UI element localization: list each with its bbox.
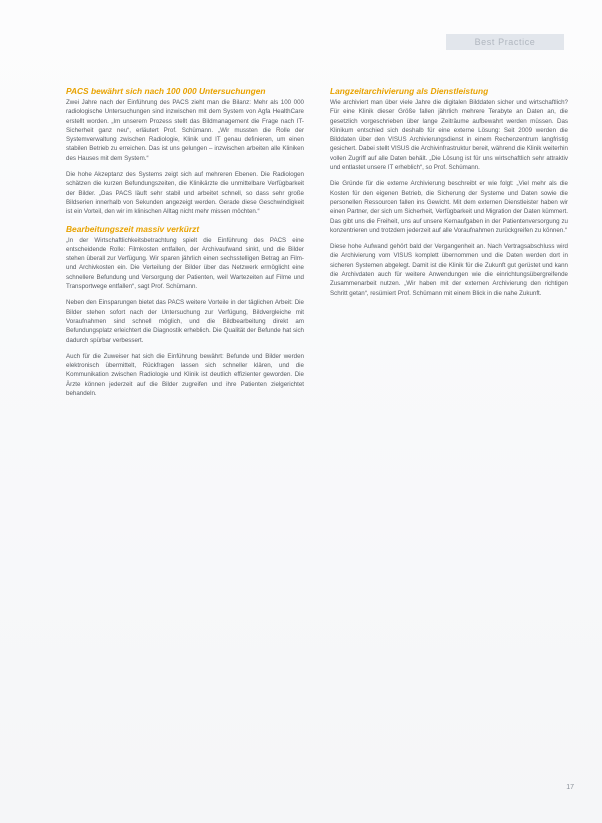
right-column <box>330 86 568 305</box>
left-column <box>66 86 304 405</box>
page-number: 17 <box>566 784 574 791</box>
paragraph: Auch für die Zuweiser hat sich die Einführung bewährt: Befunde und Bilder werden elektronisch übermittelt, Rückfragen lassen sich schneller klären, und die Kommunikation zwischen Radiologie und Klinik ist deutlich effizienter geworden. Die Ärzte können jederzeit auf die Bilder zugreifen und ihre Patienten zielgerichtet behandeln. <box>66 352 304 398</box>
paragraph: Neben den Einsparungen bietet das PACS weitere Vorteile in der täglichen Arbeit: Die Bilder stehen sofort nach der Untersuchung zur Verfügung, Bildvergleiche mit Voraufnahmen sind schnell möglich, und die Bildbearbeitung direkt am Befundungsplatz erleichtert die Diagnostik erheblich. Die Qualität der Befunde hat sich dadurch spürbar verbessert. <box>66 299 304 344</box>
paragraph: „In der Wirtschaftlichkeitsbetrachtung spielt die Einführung des PACS eine entscheidende Rolle: Filmkosten entfallen, der Archivaufwand sinkt, und die Bilder stehen überall zur Verfügung. Wir sparen jährlich einen sechsstelligen Betrag an Film- und Archivkosten ein. Die Verteilung der Bilder über das Netzwerk ermöglicht eine schnellere Befundung und Versorgung der Patienten, weil Wartezeiten auf Filme und Transportwege entfallen“, sagt Prof. Schümann. <box>66 236 304 291</box>
paragraph: Die hohe Akzeptanz des Systems zeigt sich auf mehreren Ebenen. Die Radiologen schätzen die kurzen Befundungszeiten, die Klinikärzte die unmittelbare Verfügbarkeit der Bilder. „Das PACS läuft sehr stabil und arbeitet schnell, so dass sehr große Bildserien innerhalb von Sekunden angezeigt werden. Gerade diese Geschwindigkeit ist ein Vorteil, den wir im klinischen Alltag nicht mehr missen möchten.“ <box>66 171 304 216</box>
heading-pacs: PACS bewährt sich nach 100 000 Untersuchungen <box>66 86 266 96</box>
paragraph: Zwei Jahre nach der Einführung des PACS zieht man die Bilanz: Mehr als 100 000 radiologische Untersuchungen sind inzwischen mit dem System von Agfa HealthCare erstellt worden. „Im unserem Prozess stellt das Bildmanagement die Frage nach IT-Sicherheit ganz neu“, erläutert Prof. Schümann. „Wir mussten die Rolle der Systemverwaltung zwischen Radiologie, Klinik und IT genau definieren, um einen stabilen Betrieb zu erreichen. Das ist uns gelungen – inzwischen arbeiten alle Kliniken des Hauses mit dem System.“ <box>66 99 304 162</box>
paragraph: Wie archiviert man über viele Jahre die digitalen Bilddaten sicher und wirtschaftlich? Für eine Klinik dieser Größe fallen jährlich mehrere Terabyte an Daten an, die gesetzlich vorgeschrieben über lange Zeiträume aufbewahrt werden müssen. Das Klinikum entschied sich deshalb für eine externe Lösung: Seit 2009 werden die Bilddaten über den VISUS Archivierungsdienst in einem Rechenzentrum langfristig gesichert. Dabei stellt VISUS die Archivinfrastruktur bereit, während die Klinik weiterhin vollen Zugriff auf alle Daten behält. „Die Lösung ist für uns wirtschaftlich sehr attraktiv und entlastet unsere IT erheblich“, so Prof. Schümann. <box>330 99 568 172</box>
section-tag: Best Practice <box>446 34 564 50</box>
paragraph: Diese hohe Aufwand gehört bald der Vergangenheit an. Nach Vertragsabschluss wird die Archivierung vom VISUS komplett übernommen und die Daten werden dort in sicheren Systemen abgelegt. Damit ist die Klinik für die Zukunft gut gerüstet und kann die Archivdaten auch für weitere Anwendungen wie die einrichtungsübergreifende Zusammenarbeit nutzen. „Wir haben mit der externen Archivierung den richtigen Schritt getan“, resümiert Prof. Schümann mit einem Blick in die nahe Zukunft. <box>330 243 568 297</box>
heading-langzeitarchivierung: Langzeitarchivierung als Dienstleistung <box>330 86 489 96</box>
heading-bearbeitungszeit: Bearbeitungszeit massiv verkürzt <box>66 223 200 234</box>
paragraph: Die Gründe für die externe Archivierung beschreibt er wie folgt: „Viel mehr als die Kosten für den eigenen Betrieb, die Sicherung der Systeme und Daten sowie die personellen Ressourcen fallen ins Gewicht. Mit dem externen Dienstleister haben wir einen Partner, der sich um Sicherheit, Verfügbarkeit und Migration der Daten kümmert. Das gibt uns die Freiheit, uns auf unsere Kernaufgaben in der Patientenversorgung zu konzentrieren und trotzdem jederzeit auf alle Voraufnahmen zurückgreifen zu können.“ <box>330 180 568 234</box>
